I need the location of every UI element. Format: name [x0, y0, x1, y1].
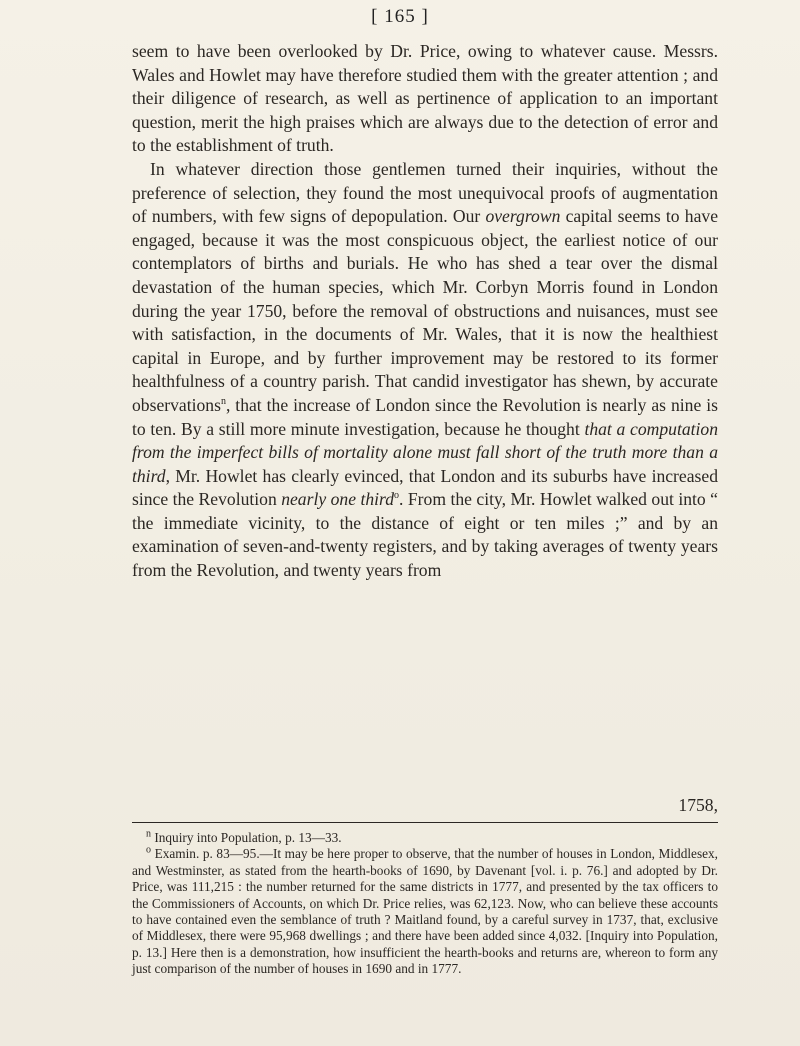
- footnote-n-text: Inquiry into Population, p. 13—33.: [151, 830, 342, 845]
- paragraph-2-text-b: capital seems to have engaged, because it was the most conspicuous object, the earliest notice of our contemplators of births and burials. He who has shed a tear over the dismal devastation of the human species, which Mr. Corbyn Morris found in London during the year 1750, before the removal of obstructions and nuisances, must see with satisfaction, in the documents of Mr. Wales, that it is now the healthiest capital in Europe, and by further improvement may be restored to its former healthfulness of a country parish. That candid investigator has shewn, by accurate observations: [132, 206, 718, 415]
- footnote-ref-n: n: [220, 396, 226, 408]
- paragraph-2-text-c: , that the increase of London since the Revolution is nearly as nine is to ten. By a still more minute investigation, because he thought: [132, 394, 718, 439]
- paragraph-2: [132, 158, 718, 583]
- main-text: [132, 40, 718, 583]
- page-number: [ 165 ]: [371, 6, 429, 27]
- paragraph-continuation: [132, 40, 718, 158]
- footnote-o-mark: o: [146, 844, 151, 856]
- catchword: 1758,: [678, 795, 718, 815]
- footnote-o-text: Examin. p. 83—95.—It may be here proper to observe, that the number of houses in London, Middlesex, and Westminster, as stated from the hearth-books of 1690, by Davenant [vol. i. p. 76.] and adopted by Dr. Price, was 111,215 : the number returned for the same districts in 1777, and presented by the tax officers to the Commissioners of Accounts, on which Dr. Price relies, was 62,123. Now, who can believe these accounts to have contained even the semblance of truth ? Maitland found, by a careful survey in 1737, that, exclusive of Middlesex, there were 95,968 dwellings ; and there have been added since 4,032. [Inquiry into Population, p. 13.] Here then is a demonstration, how insufficient the hearth-books and returns are, whereon to form any just comparison of the number of houses in 1690 and in 1777.: [132, 846, 718, 977]
- footnote-o: [132, 846, 718, 977]
- footnote-n: [132, 830, 718, 846]
- footnotes: [132, 830, 718, 978]
- footnote-ref-o: o: [394, 490, 400, 502]
- footnote-rule: [132, 822, 718, 823]
- paragraph-1-text: seem to have been overlooked by Dr. Price, owing to whatever cause. Messrs. Wales and Howlet may have therefore studied them with the greater attention ; and their diligence of research, as well as pertinence of application to an important question, merit the high praises which are always due to the detection of error and to the establishment of truth.: [132, 41, 718, 156]
- emphasis-nearly-one-third: nearly one third: [281, 489, 395, 510]
- paragraph-2-text-d: , Mr. Howlet has clearly evinced, that London and its suburbs have increased since the Revolution: [132, 465, 718, 510]
- footnote-n-mark: n: [146, 828, 151, 840]
- emphasis-overgrown: overgrown: [485, 206, 561, 227]
- emphasis-computation: that a computation from the imperfect bills of mortality alone must fall short of the truth more than a third: [132, 418, 718, 486]
- paragraph-2-text-e: . From the city, Mr. Howlet walked out into “ the immediate vicinity, to the distance of eight or ten miles ;” and by an examination of seven-and-twenty registers, and by taking averages of twenty years from the Revolution, and twenty years from: [132, 489, 718, 581]
- paragraph-2-text-a: In whatever direction those gentlemen turned their inquiries, without the preference of selection, they found the most unequivocal proofs of augmentation of numbers, with few signs of depopulation. Our: [132, 158, 718, 227]
